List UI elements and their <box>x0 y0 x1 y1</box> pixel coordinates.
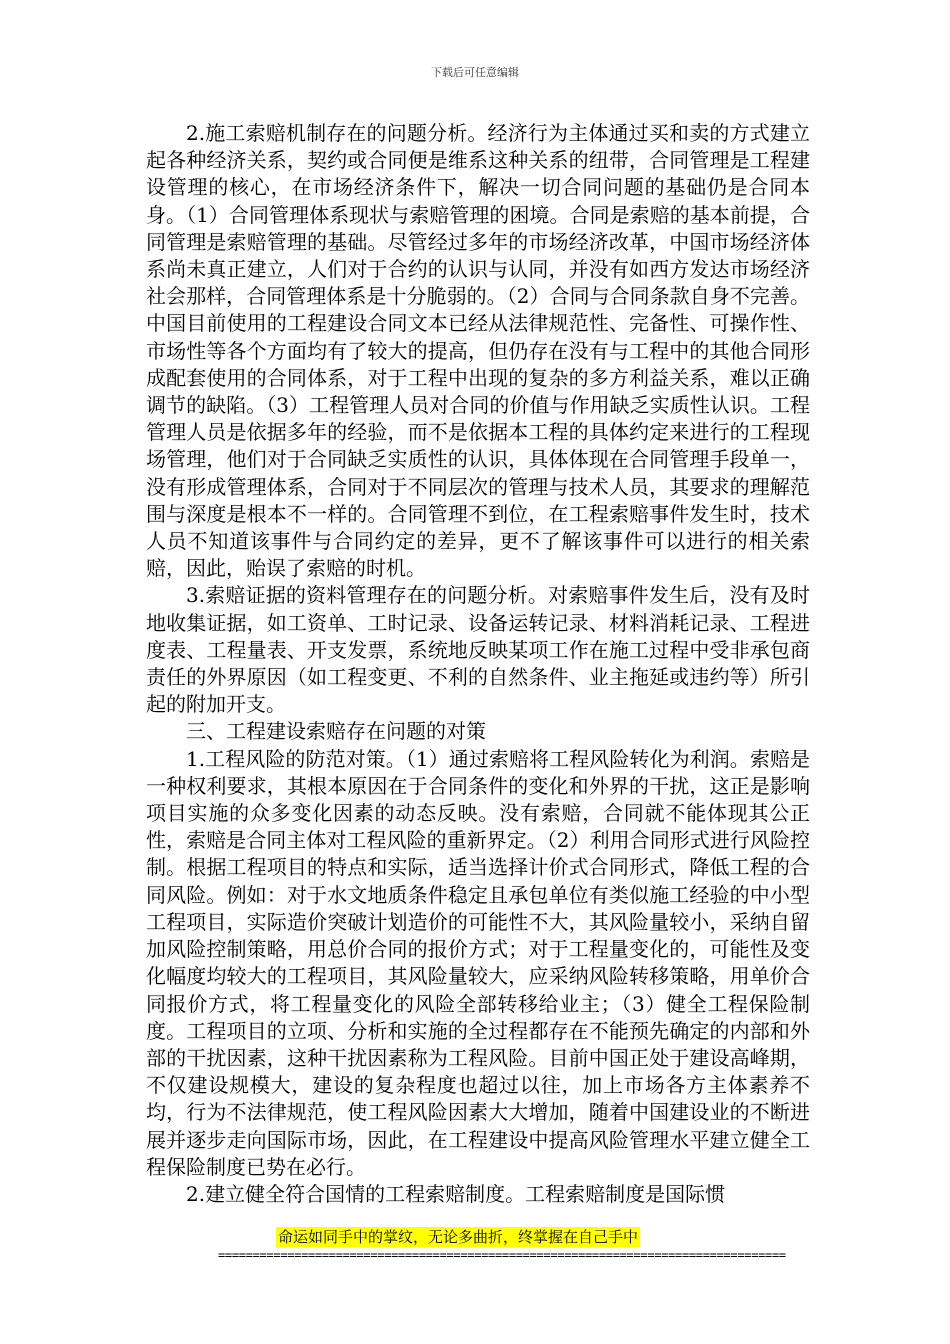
paragraph-claim-mechanism: 2.施工索赔机制存在的问题分析。经济行为主体通过买和卖的方式建立起各种经济关系，契约或合同便是维系这种关系的纽带，合同管理是工程建设管理的核心，在市场经济条件下，解决一切合同问题的基础仍是合同本身。（1）合同管理体系现状与索赔管理的困境。合同是索赔的基本前提，合同管理是索赔管理的基础。尽管经过多年的市场经济改革，中国市场经济体系尚未真正建立，人们对于合约的认识与认同，并没有如西方发达市场经济社会那样，合同管理体系是十分脆弱的。（2）合同与合同条款自身不完善。中国目前使用的工程建设合同文本已经从法律规范性、完备性、可操作性、市场性等各个方面均有了较大的提高，但仍存在没有与工程中的其他合同形成配套使用的合同体系，对于工程中出现的复杂的多方利益关系，难以正确调节的缺陷。（3）工程管理人员对合同的价值与作用缺乏实质性认识。工程管理人员是依据多年的经验，而不是依据本工程的具体约定来进行的工程现场管理，他们对于合同缺乏实质性的认识，具体体现在合同管理手段单一，没有形成管理体系，合同对于不同层次的管理与技术人员，其要求的理解范围与深度是根本不一样的。合同管理不到位，在工程索赔事件发生时，技术人员不知道该事件与合同约定的差异，更不了解该事件可以进行的相关索赔，因此，贻误了索赔的时机。 <box>146 121 810 581</box>
document-body <box>146 120 810 1208</box>
paragraph-evidence-management: 3.索赔证据的资料管理存在的问题分析。对索赔事件发生后，没有及时地收集证据，如工资单、工时记录、设备运转记录、材料消耗记录、工程进度表、工程量表、开支发票，系统地反映某项工作在施工过程中受非承包商责任的外界原因（如工程变更、不利的自然条件、业主拖延或违约等）所引起的附加开支。 <box>146 583 810 717</box>
footer-slogan: 命运如同手中的掌纹，无论多曲折，终掌握在自己手中 <box>278 1228 639 1246</box>
paragraph-claim-system: 2.建立健全符合国情的工程索赔制度。工程索赔制度是国际惯 <box>186 1181 726 1206</box>
page-header-note: 下载后可任意编辑 <box>431 66 519 79</box>
footer-divider: ================================================================================== <box>218 1248 786 1262</box>
paragraph-risk-prevention: 1.工程风险的防范对策。（1）通过索赔将工程风险转化为利润。索赔是一种权利要求，其根本原因在于合同条件的变化和外界的干扰，这正是影响项目实施的众多变化因素的动态反映。没有索赔，合同就不能体现其公正性，索赔是合同主体对工程风险的重新界定。（2）利用合同形式进行风险控制。根据工程项目的特点和实际，适当选择计价式合同形式，降低工程的合同风险。例如：对于水文地质条件稳定且承包单位有类似施工经验的中小型工程项目，实际造价突破计划造价的可能性不大，其风险量较小，采纳自留加风险控制策略，用总价合同的报价方式；对于工程量变化的，可能性及变化幅度均较大的工程项目，其风险量较大，应采纳风险转移策略，用单价合同报价方式，将工程量变化的风险全部转移给业主；（3）健全工程保险制度。工程项目的立项、分析和实施的全过程都存在不能预先确定的内部和外部的干扰因素，这种干扰因素称为工程风险。目前中国正处于建设高峰期，不仅建设规模大，建设的复杂程度也超过以往，加上市场各方主体素养不均，行为不法律规范，使工程风险因素大大增加，随着中国建设业的不断进展并逐步走向国际市场，因此，在工程建设中提高风险管理水平建立健全工程保险制度已势在必行。 <box>146 746 810 1179</box>
section-heading-countermeasures: 三、工程建设索赔存在问题的对策 <box>186 719 486 744</box>
